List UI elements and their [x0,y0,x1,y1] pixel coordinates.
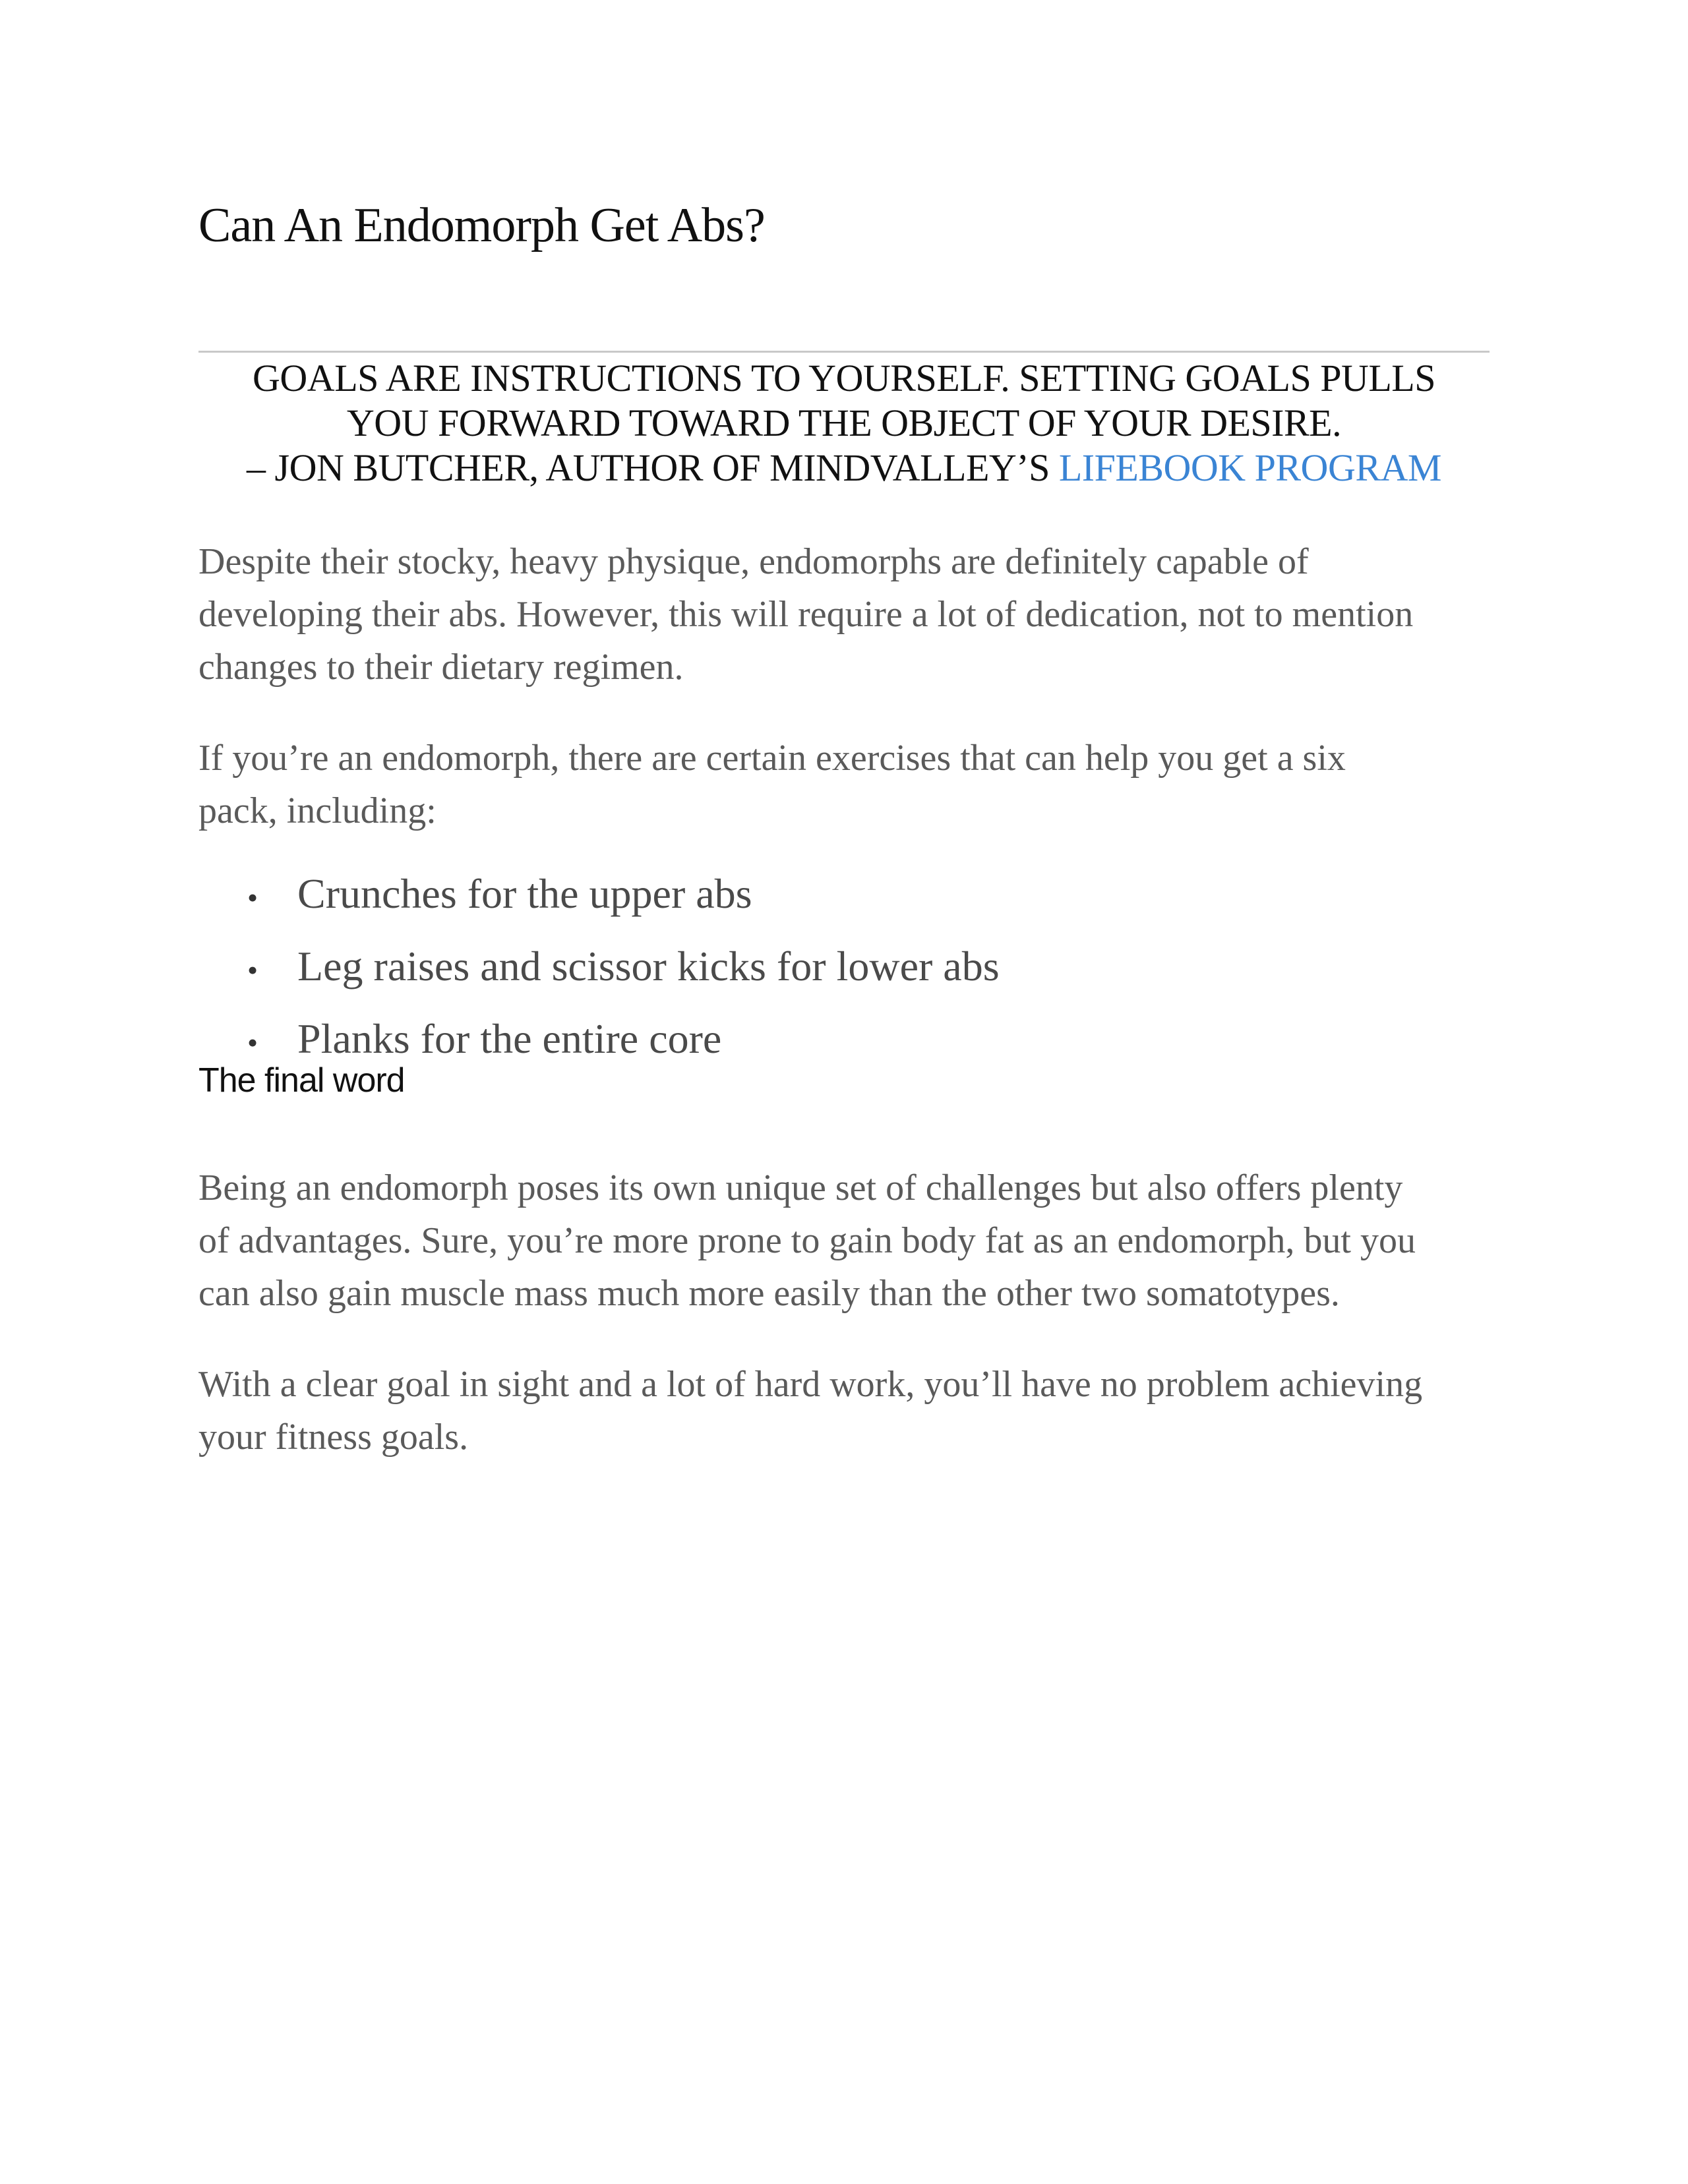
list-item [198,936,1491,1009]
paragraph-line: can also gain muscle mass much more easily than the other two somatotypes. [198,1273,1340,1314]
blockquote [198,356,1490,490]
list-item [198,864,1491,936]
attribution-text: – JON BUTCHER, AUTHOR OF MINDVALLEY’S [247,446,1050,489]
list-item-text: Leg raises and scissor kicks for lower abs [297,943,1000,989]
paragraph-intro [198,535,1491,694]
paragraph-line: developing their abs. However, this will require a lot of dedication, not to mention [198,594,1414,635]
bullet-icon: • [247,953,258,987]
paragraph-line: of advantages. Sure, you’re more prone to gain body fat as an endomorph, but you [198,1220,1416,1261]
paragraph-conclusion [198,1162,1491,1320]
paragraph-exercises-intro [198,732,1491,837]
quote-line: GOALS ARE INSTRUCTIONS TO YOURSELF. SETTING GOALS PULLS [253,357,1435,399]
paragraph-line: Despite their stocky, heavy physique, endomorphs are definitely capable of [198,541,1309,582]
bullet-icon: • [247,1026,258,1059]
paragraph-line: Being an endomorph poses its own unique set of challenges but also offers plenty [198,1167,1403,1208]
divider [198,351,1490,353]
quote-line: YOU FORWARD TOWARD THE OBJECT OF YOUR DESIRE. [346,401,1342,444]
list-item-text: Crunches for the upper abs [297,870,752,917]
exercise-list [198,864,1491,1081]
section-heading: The final word [198,1061,405,1100]
paragraph-line: If you’re an endomorph, there are certain exercises that can help you get a six [198,738,1346,779]
paragraph-line: your fitness goals. [198,1417,469,1458]
paragraph-line: With a clear goal in sight and a lot of hard work, you’ll have no problem achieving [198,1364,1423,1405]
quote-attribution [198,446,1490,490]
paragraph-closing [198,1358,1491,1463]
bullet-icon: • [247,881,258,914]
lifebook-program-link[interactable]: LIFEBOOK PROGRAM [1058,446,1441,489]
page-title: Can An Endomorph Get Abs? [198,198,765,252]
list-item-text: Planks for the entire core [297,1015,722,1062]
paragraph-line: changes to their dietary regimen. [198,647,684,688]
paragraph-line: pack, including: [198,790,437,831]
